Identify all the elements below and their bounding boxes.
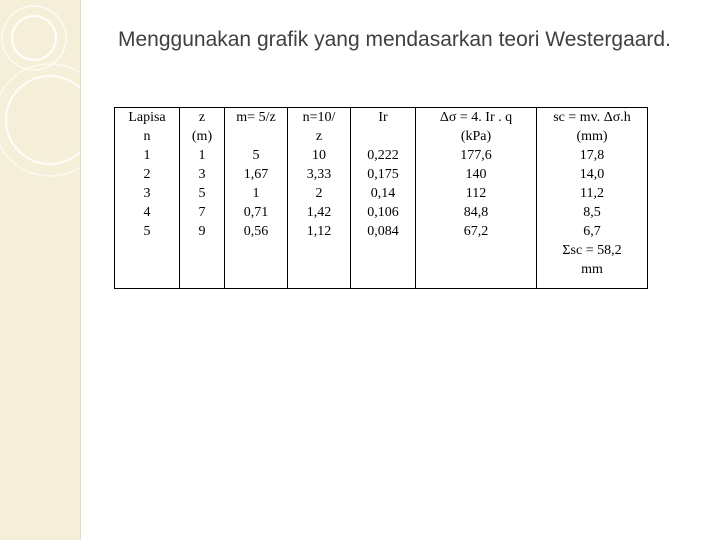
table-cell: 10 bbox=[288, 146, 351, 165]
table-cell: 14,0 bbox=[537, 165, 648, 184]
table-cell: 0,175 bbox=[351, 165, 416, 184]
table-total-row bbox=[115, 241, 648, 288]
total-settlement: Σsc = 58,2 mm bbox=[537, 241, 648, 288]
table-cell: 2 bbox=[288, 184, 351, 203]
table-cell: 3 bbox=[115, 184, 180, 203]
calculation-table bbox=[114, 107, 648, 289]
header-delta-sigma: Δσ = 4. Ir . q (kPa) bbox=[416, 108, 537, 147]
table-row bbox=[115, 222, 648, 241]
table-cell: 1,12 bbox=[288, 222, 351, 241]
table-cell: 1 bbox=[180, 146, 225, 165]
table-row bbox=[115, 165, 648, 184]
table-cell-empty bbox=[115, 241, 180, 288]
table-cell: 3,33 bbox=[288, 165, 351, 184]
slide-title: Menggunakan grafik yang mendasarkan teori Westergaard. bbox=[118, 28, 671, 51]
table-cell: 0,71 bbox=[225, 203, 288, 222]
table-cell: 0,56 bbox=[225, 222, 288, 241]
table-cell: 67,2 bbox=[416, 222, 537, 241]
table-header-row bbox=[115, 108, 648, 147]
table-cell: 5 bbox=[225, 146, 288, 165]
header-lapisan: Lapisa n bbox=[115, 108, 180, 147]
table-cell: 1 bbox=[225, 184, 288, 203]
header-n: n=10/ z bbox=[288, 108, 351, 147]
table-row bbox=[115, 203, 648, 222]
table-cell-empty bbox=[180, 241, 225, 288]
decorative-circles-graphic bbox=[0, 0, 80, 540]
table-cell: 6,7 bbox=[537, 222, 648, 241]
header-z: z (m) bbox=[180, 108, 225, 147]
table-cell: 0,106 bbox=[351, 203, 416, 222]
decorative-sidebar bbox=[0, 0, 81, 540]
table-cell-empty bbox=[288, 241, 351, 288]
table-cell: 1,67 bbox=[225, 165, 288, 184]
table-cell: 0,222 bbox=[351, 146, 416, 165]
header-sc: sc = mv. Δσ.h (mm) bbox=[537, 108, 648, 147]
table-cell: 17,8 bbox=[537, 146, 648, 165]
table-cell: 2 bbox=[115, 165, 180, 184]
table-cell: 3 bbox=[180, 165, 225, 184]
table-cell: 7 bbox=[180, 203, 225, 222]
table-cell: 1 bbox=[115, 146, 180, 165]
table-row bbox=[115, 184, 648, 203]
table-cell: 0,14 bbox=[351, 184, 416, 203]
table-cell: 5 bbox=[115, 222, 180, 241]
table-cell: 11,2 bbox=[537, 184, 648, 203]
table-row bbox=[115, 146, 648, 165]
table-cell: 177,6 bbox=[416, 146, 537, 165]
header-ir: Ir bbox=[351, 108, 416, 147]
header-m: m= 5/z bbox=[225, 108, 288, 147]
table-cell: 5 bbox=[180, 184, 225, 203]
table-cell-empty bbox=[351, 241, 416, 288]
table-cell: 0,084 bbox=[351, 222, 416, 241]
table-cell: 4 bbox=[115, 203, 180, 222]
table-cell: 112 bbox=[416, 184, 537, 203]
table-cell-empty bbox=[225, 241, 288, 288]
table-cell: 140 bbox=[416, 165, 537, 184]
table-cell: 1,42 bbox=[288, 203, 351, 222]
table-cell: 9 bbox=[180, 222, 225, 241]
table-cell: 8,5 bbox=[537, 203, 648, 222]
table-cell: 84,8 bbox=[416, 203, 537, 222]
table-cell-empty bbox=[416, 241, 537, 288]
